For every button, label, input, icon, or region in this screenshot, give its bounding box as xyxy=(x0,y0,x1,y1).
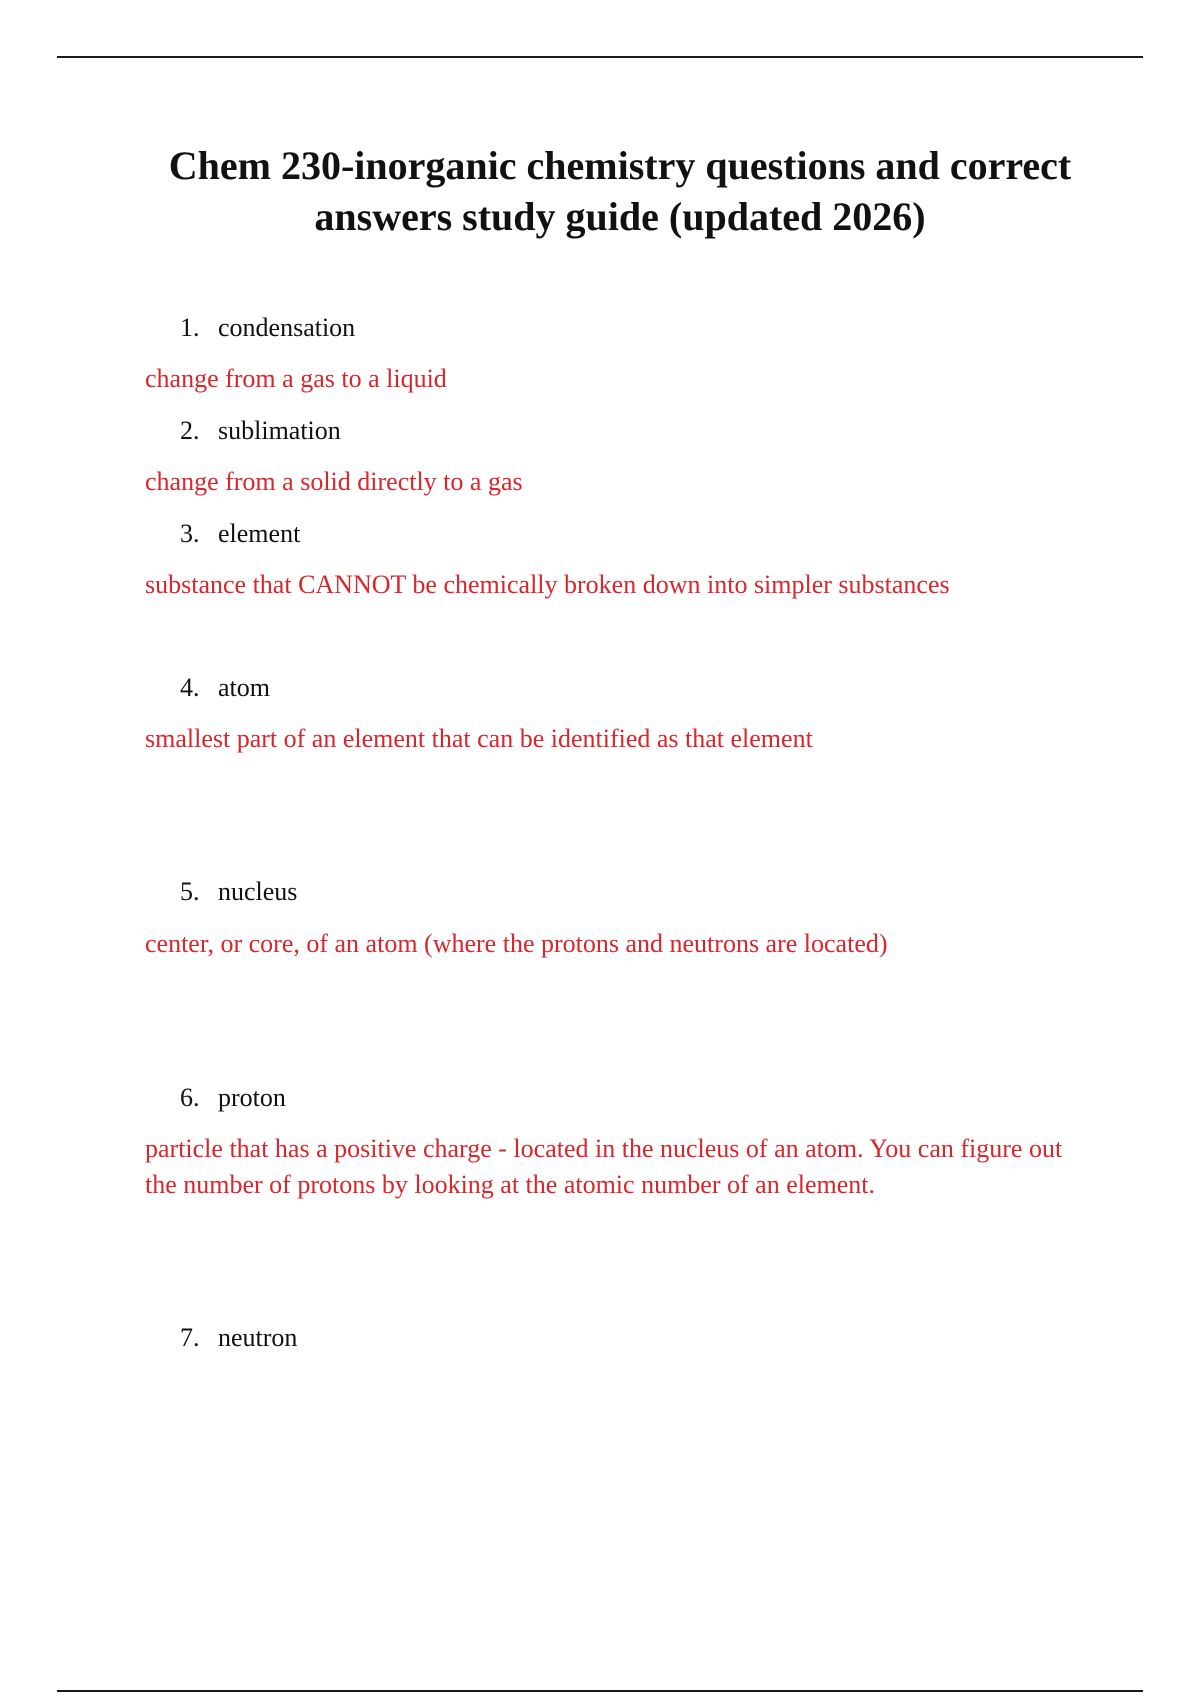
term-label: element xyxy=(218,519,301,548)
term-item-1 xyxy=(180,312,355,344)
term-label: proton xyxy=(218,1083,286,1112)
term-label: neutron xyxy=(218,1323,298,1352)
definition-3: substance that CANNOT be chemically broken down into simpler substances xyxy=(145,570,950,599)
term-number: 7. xyxy=(180,1323,200,1352)
term-item-2 xyxy=(180,415,341,447)
definition-1: change from a gas to a liquid xyxy=(145,364,447,393)
term-label: condensation xyxy=(218,313,356,342)
definition-4: smallest part of an element that can be identified as that element xyxy=(145,724,813,753)
term-number: 4. xyxy=(180,673,200,702)
term-label: nucleus xyxy=(218,877,298,906)
term-number: 1. xyxy=(180,313,200,342)
top-rule xyxy=(57,56,1143,58)
definition-6: particle that has a positive charge - located in the nucleus of an atom. You can figure out the number of protons by looking at the atomic number of an element. xyxy=(145,1134,1063,1199)
term-number: 2. xyxy=(180,416,200,445)
term-item-5 xyxy=(180,876,297,908)
bottom-rule xyxy=(57,1690,1143,1692)
term-item-4 xyxy=(180,672,270,704)
term-item-7 xyxy=(180,1322,297,1354)
term-label: sublimation xyxy=(218,416,341,445)
term-item-3 xyxy=(180,518,300,550)
term-item-6 xyxy=(180,1082,286,1114)
term-label: atom xyxy=(218,673,270,702)
term-number: 6. xyxy=(180,1083,200,1112)
definition-5: center, or core, of an atom (where the protons and neutrons are located) xyxy=(145,929,888,958)
document-title: Chem 230-inorganic chemistry questions and correct answers study guide (updated 2026) xyxy=(168,143,1072,239)
definition-2: change from a solid directly to a gas xyxy=(145,467,523,496)
term-number: 3. xyxy=(180,519,200,548)
term-number: 5. xyxy=(180,877,200,906)
